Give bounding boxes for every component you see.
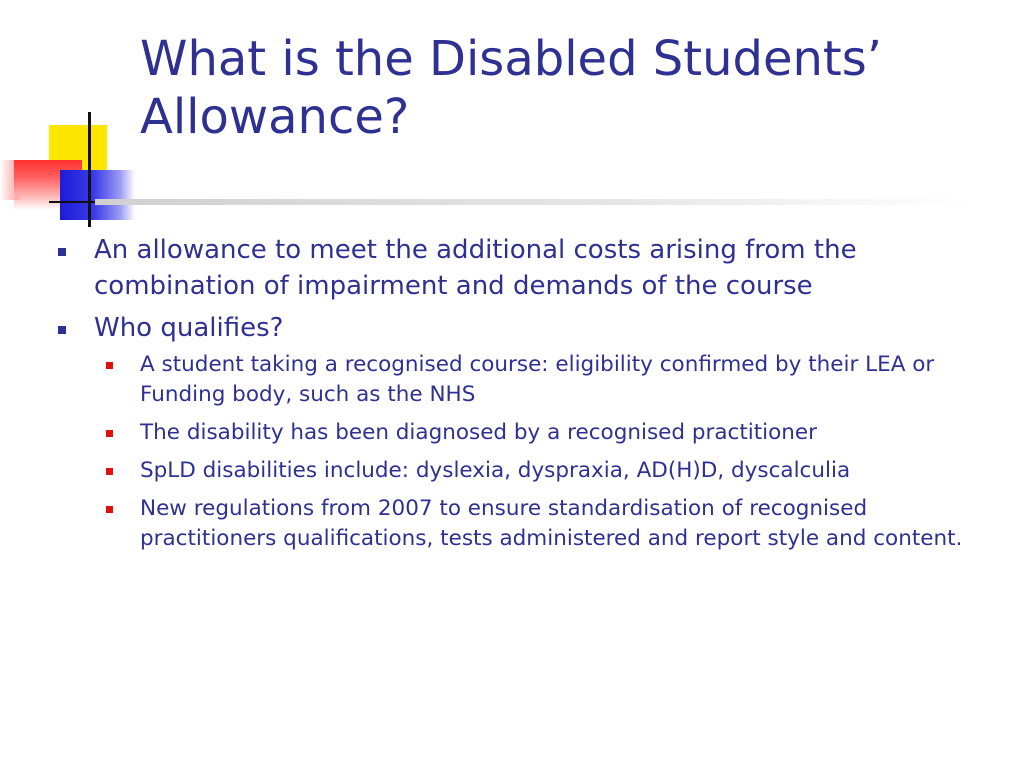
slide-title: What is the Disabled Students’ Allowance?: [140, 31, 883, 145]
sub-bullet-item: [96, 350, 998, 410]
sub-bullet-text: A student taking a recognised course: eligibility confirmed by their LEA or Funding body, such as the NHS: [140, 352, 935, 407]
slide-body: [58, 232, 998, 562]
red-square-bullet-icon: [106, 430, 113, 437]
bullet-item: [58, 310, 998, 554]
bullet-item: [58, 232, 998, 304]
square-bullet-icon: [58, 326, 66, 334]
blue-square: [60, 170, 135, 220]
bullet-text: Who qualifies?: [94, 313, 284, 343]
square-bullet-icon: [58, 248, 66, 256]
sub-bullet-list: [94, 350, 998, 554]
red-square-bullet-icon: [106, 468, 113, 475]
sub-bullet-text: The disability has been diagnosed by a recognised practitioner: [140, 420, 817, 445]
red-square-bullet-icon: [106, 362, 113, 369]
title-underline: [95, 199, 975, 205]
sub-bullet-item: [96, 418, 998, 448]
vertical-line: [88, 112, 91, 227]
red-square-bullet-icon: [106, 506, 113, 513]
bullet-list: [58, 232, 998, 554]
sub-bullet-item: [96, 494, 998, 554]
sub-bullet-item: [96, 456, 998, 486]
sub-bullet-text: New regulations from 2007 to ensure standardisation of recognised practitioners qualifications, tests administered and report style and content.: [140, 496, 963, 551]
bullet-text: An allowance to meet the additional costs arising from the combination of impairment and demands of the course: [94, 235, 857, 301]
sub-bullet-text: SpLD disabilities include: dyslexia, dyspraxia, AD(H)D, dyscalculia: [140, 458, 851, 483]
